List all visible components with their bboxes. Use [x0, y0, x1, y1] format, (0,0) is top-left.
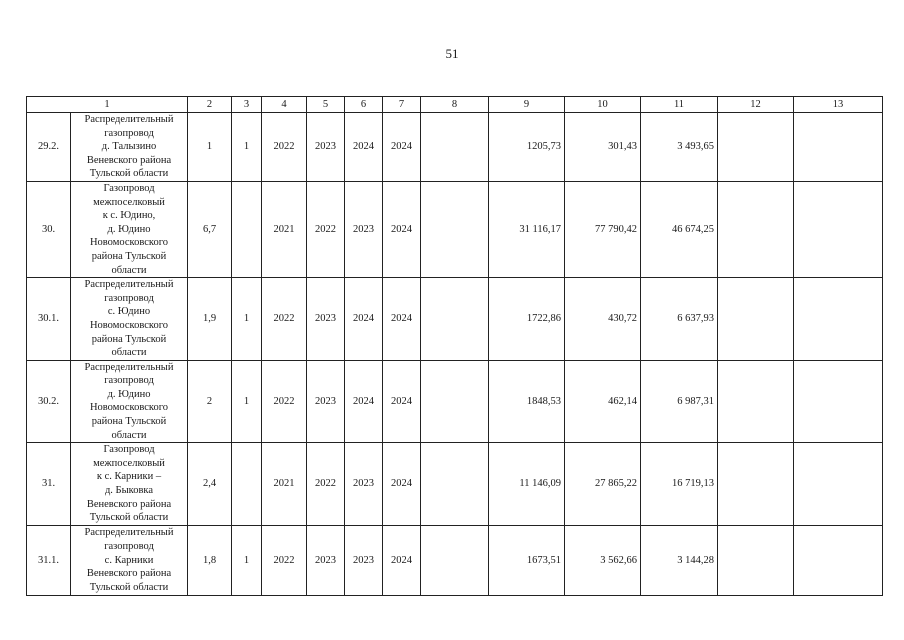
table-row [27, 360, 883, 443]
cell-c3 [232, 443, 262, 526]
header-cell: 13 [794, 97, 883, 113]
cell-c5: 2023 [307, 278, 345, 361]
object-name-line: района Тульской [91, 333, 167, 345]
row-number-cell: 30.2. [27, 360, 71, 443]
table-row [27, 113, 883, 182]
cell-c8 [421, 181, 489, 277]
cell-c8 [421, 443, 489, 526]
cell-c8 [421, 278, 489, 361]
cell-c12 [718, 443, 794, 526]
cell-c10: 77 790,42 [565, 181, 641, 277]
object-name-line: межпоселковый [93, 457, 165, 469]
cell-c11: 3 493,65 [641, 113, 718, 182]
cell-c9: 11 146,09 [489, 443, 565, 526]
object-name-line: с. Карники [104, 554, 154, 566]
cell-c4: 2022 [262, 278, 307, 361]
row-number-cell: 29.2. [27, 113, 71, 182]
cell-c8 [421, 525, 489, 595]
cell-c13 [794, 443, 883, 526]
object-name-cell [71, 525, 188, 595]
cell-c4: 2021 [262, 181, 307, 277]
cell-c6: 2023 [345, 525, 383, 595]
header-cell: 11 [641, 97, 718, 113]
cell-c13 [794, 113, 883, 182]
cell-c4: 2022 [262, 525, 307, 595]
header-cell: 9 [489, 97, 565, 113]
cell-c7: 2024 [383, 525, 421, 595]
cell-c5: 2022 [307, 181, 345, 277]
cell-c2: 1,9 [188, 278, 232, 361]
cell-c10: 301,43 [565, 113, 641, 182]
table-row [27, 278, 883, 361]
object-name-line: к с. Юдино, [102, 210, 156, 222]
cell-c2: 1,8 [188, 525, 232, 595]
cell-c5: 2023 [307, 525, 345, 595]
cell-c2: 2 [188, 360, 232, 443]
object-name-line: района Тульской [91, 250, 167, 262]
cell-c12 [718, 181, 794, 277]
object-name-line: Веневского района [86, 568, 172, 580]
object-name-line: к с. Карники – [96, 471, 162, 483]
cell-c8 [421, 360, 489, 443]
object-name-line: Газопровод [103, 182, 155, 194]
cell-c3 [232, 181, 262, 277]
cell-c9: 1722,86 [489, 278, 565, 361]
object-name-cell [71, 360, 188, 443]
cell-c13 [794, 278, 883, 361]
cell-c5: 2023 [307, 360, 345, 443]
cell-c6: 2024 [345, 113, 383, 182]
row-number-cell: 31.1. [27, 525, 71, 595]
cell-c10: 3 562,66 [565, 525, 641, 595]
table-row [27, 443, 883, 526]
header-cell: 6 [345, 97, 383, 113]
object-name-line: области [111, 347, 147, 359]
object-name-line: д. Быковка [104, 485, 154, 497]
object-name-line: д. Талызино [101, 141, 157, 153]
object-name-line: Тульской области [89, 512, 169, 524]
cell-c7: 2024 [383, 181, 421, 277]
object-name-line: Газопровод [103, 444, 155, 456]
header-cell: 10 [565, 97, 641, 113]
table-row [27, 525, 883, 595]
cell-c9: 31 116,17 [489, 181, 565, 277]
object-name-line: Распределительный [84, 279, 174, 291]
page-number: 51 [445, 46, 459, 61]
object-name-line: района Тульской [91, 416, 167, 428]
cell-c12 [718, 525, 794, 595]
cell-c10: 27 865,22 [565, 443, 641, 526]
cell-c12 [718, 113, 794, 182]
cell-c8 [421, 113, 489, 182]
cell-c3: 1 [232, 278, 262, 361]
object-name-line: газопровод [104, 375, 154, 387]
object-name-line: Новомосковского [89, 237, 169, 249]
cell-c9: 1848,53 [489, 360, 565, 443]
cell-c10: 430,72 [565, 278, 641, 361]
object-name-cell [71, 443, 188, 526]
cell-c11: 46 674,25 [641, 181, 718, 277]
cell-c4: 2022 [262, 113, 307, 182]
header-cell: 1 [27, 97, 188, 113]
cell-c6: 2024 [345, 278, 383, 361]
row-number-cell: 30.1. [27, 278, 71, 361]
object-name-line: д. Юдино [107, 388, 151, 400]
cell-c3: 1 [232, 360, 262, 443]
object-name-line: с. Юдино [107, 306, 151, 318]
cell-c7: 2024 [383, 278, 421, 361]
cell-c7: 2024 [383, 113, 421, 182]
cell-c2: 1 [188, 113, 232, 182]
object-name-line: Новомосковского [89, 319, 169, 331]
cell-c9: 1673,51 [489, 525, 565, 595]
object-name-line: газопровод [104, 127, 154, 139]
cell-c7: 2024 [383, 360, 421, 443]
object-name-line: Тульской области [89, 168, 169, 180]
object-name-line: д. Юдино [107, 223, 151, 235]
cell-c6: 2023 [345, 443, 383, 526]
cell-c5: 2022 [307, 443, 345, 526]
object-name-line: газопровод [104, 540, 154, 552]
object-name-line: Распределительный [84, 114, 174, 125]
row-number-cell: 31. [27, 443, 71, 526]
object-name-cell [71, 278, 188, 361]
header-cell: 7 [383, 97, 421, 113]
object-name-line: Тульской области [89, 581, 169, 593]
header-row [27, 97, 883, 113]
cell-c13 [794, 181, 883, 277]
object-name-cell [71, 113, 188, 182]
object-name-line: Веневского района [86, 154, 172, 166]
object-name-line: Новомосковского [89, 402, 169, 414]
cell-c6: 2024 [345, 360, 383, 443]
cell-c12 [718, 360, 794, 443]
cell-c5: 2023 [307, 113, 345, 182]
object-name-cell [71, 181, 188, 277]
cell-c2: 2,4 [188, 443, 232, 526]
cell-c11: 6 987,31 [641, 360, 718, 443]
cell-c13 [794, 525, 883, 595]
object-name-line: области [111, 264, 147, 276]
header-cell: 3 [232, 97, 262, 113]
row-number-cell: 30. [27, 181, 71, 277]
header-cell: 4 [262, 97, 307, 113]
cell-c3: 1 [232, 113, 262, 182]
object-name-line: Распределительный [84, 527, 174, 539]
data-table [26, 96, 883, 596]
header-cell: 8 [421, 97, 489, 113]
object-name-line: Веневского района [86, 498, 172, 510]
cell-c7: 2024 [383, 443, 421, 526]
cell-c10: 462,14 [565, 360, 641, 443]
cell-c3: 1 [232, 525, 262, 595]
cell-c13 [794, 360, 883, 443]
object-name-line: межпоселковый [93, 196, 165, 208]
object-name-line: Распределительный [84, 361, 174, 373]
header-cell: 12 [718, 97, 794, 113]
cell-c11: 6 637,93 [641, 278, 718, 361]
object-name-line: области [111, 429, 147, 441]
cell-c9: 1205,73 [489, 113, 565, 182]
cell-c12 [718, 278, 794, 361]
header-cell: 5 [307, 97, 345, 113]
cell-c11: 3 144,28 [641, 525, 718, 595]
cell-c2: 6,7 [188, 181, 232, 277]
cell-c4: 2021 [262, 443, 307, 526]
cell-c4: 2022 [262, 360, 307, 443]
object-name-line: газопровод [104, 292, 154, 304]
table-row [27, 181, 883, 277]
cell-c6: 2023 [345, 181, 383, 277]
header-cell: 2 [188, 97, 232, 113]
cell-c11: 16 719,13 [641, 443, 718, 526]
